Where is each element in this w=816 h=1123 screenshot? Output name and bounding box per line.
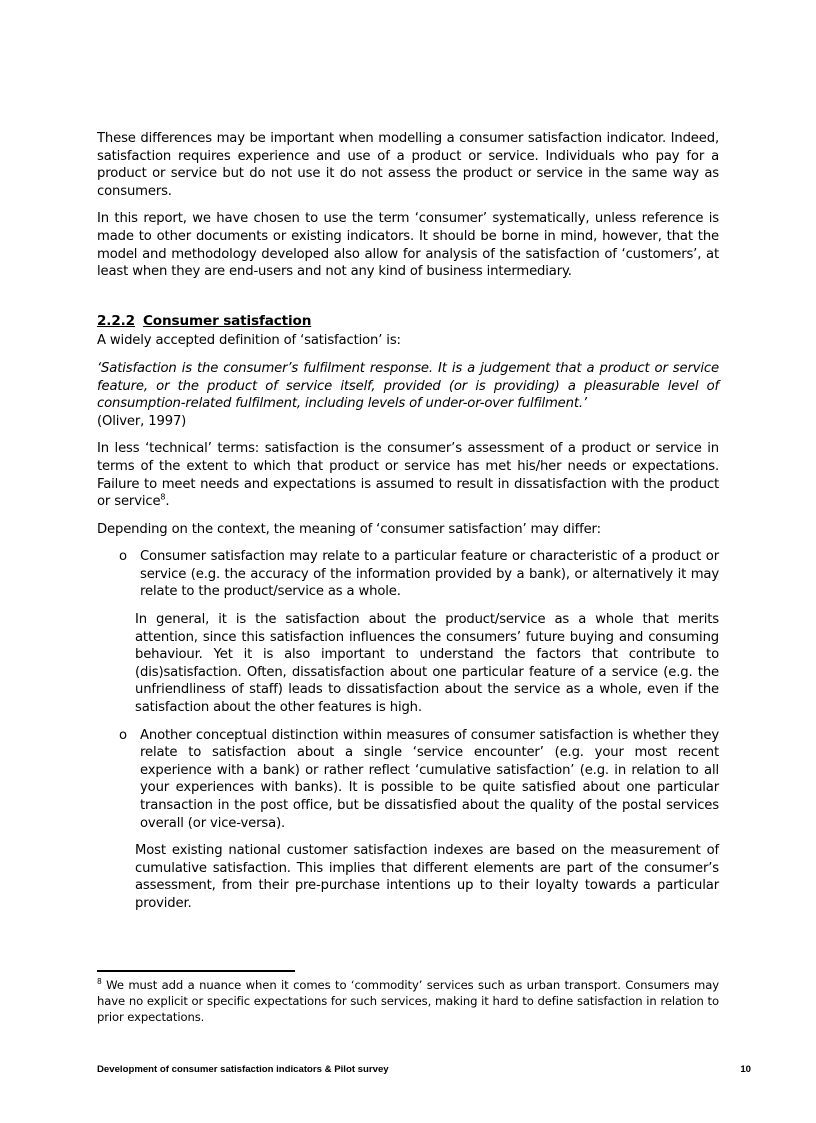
definition-intro: A widely accepted definition of ‘satisfaction’ is: xyxy=(97,333,401,349)
section-number: 2.2.2 xyxy=(97,312,135,329)
bullet-follow-paragraph: In general, it is the satisfaction about the product/service as a whole that merits attention, since this satisfaction influences the consumers’ future buying and consuming behaviour. Yet it is also important to understand the factors that contribute to (dis)satisfaction. Often, dissatisfaction about one particular feature of a service (e.g. the unfriendliness of staff) leads to dissatisfaction about the service as a whole, even if the satisfaction about the other features is high. xyxy=(135,612,719,716)
bullet-item xyxy=(97,548,719,601)
bullet-marker: o xyxy=(119,549,127,565)
page-number: 10 xyxy=(740,1064,751,1075)
bullet-item xyxy=(97,727,719,833)
footnote-divider xyxy=(97,970,295,972)
bullet-marker: o xyxy=(119,727,127,743)
section-title: Consumer satisfaction xyxy=(142,312,312,329)
bullet-text: Consumer satisfaction may relate to a particular feature or characteristic of a product or service (e.g. the accuracy of the information provided by a bank), or alternatively it may relate to the product/service as a whole. xyxy=(140,549,719,600)
footnote-reference[interactable]: 8 xyxy=(160,492,166,502)
footnote-text: We must add a nuance when it comes to ‘commodity’ services such as urban transport. Consumers may have no explicit or specific expectations for such services, making it hard to define satisfaction in relation to prior expectations. xyxy=(97,978,719,1024)
paragraph-text: In less ‘technical’ terms: satisfaction is the consumer’s assessment of a product or service in terms of the extent to which that product or service has met his/her needs or expectations. Failure to meet needs and expectations is assumed to result in dissatisfaction with the product or service xyxy=(97,441,719,510)
paragraph: These differences may be important when modelling a consumer satisfaction indicator. Indeed, satisfaction requires experience and use of a product or service. Individuals who pay for a product or service but do not use it do not assess the product or service in the same way as consumers. xyxy=(97,131,719,199)
footnote-number: 8 xyxy=(97,977,102,987)
section-heading xyxy=(97,313,719,331)
definition-quote: ‘Satisfaction is the consumer’s fulfilment response. It is a judgement that a product or service feature, or the product of service itself, provided (or is providing) a pleasurable level of consumption-related fulfilment, including levels of under-or-over fulfilment.’ xyxy=(97,360,719,412)
paragraph-end: . xyxy=(165,494,170,510)
footer-title: Development of consumer satisfaction indicators & Pilot survey xyxy=(97,1064,389,1075)
page-content xyxy=(97,130,719,923)
bullet-follow-paragraph: Most existing national customer satisfaction indexes are based on the measurement of cumulative satisfaction. This implies that different elements are part of the consumer’s assessment, from their pre-purchase intentions up to their loyalty towards a particular provider. xyxy=(135,843,719,911)
page-footer xyxy=(97,1064,751,1075)
paragraph: In this report, we have chosen to use the term ‘consumer’ systematically, unless reference is made to other documents or existing indicators. It should be borne in mind, however, that the model and methodology developed also allow for analysis of the satisfaction of ‘customers’, at least when they are end-users and not any kind of business intermediary. xyxy=(97,211,719,280)
bullet-text: Another conceptual distinction within measures of consumer satisfaction is whether they relate to satisfaction about a single ‘service encounter’ (e.g. your most recent experience with a bank) or rather reflect ‘cumulative satisfaction’ (e.g. in relation to all your experiences with banks). It is possible to be quite satisfied about one particular transaction in the post office, but be dissatisfied about the quality of the postal services overall (or vice-versa). xyxy=(140,727,719,831)
definition-citation: (Oliver, 1997) xyxy=(97,413,187,429)
footnote xyxy=(97,977,719,1025)
paragraph xyxy=(97,440,719,510)
paragraph: Depending on the context, the meaning of ‘consumer satisfaction’ may differ: xyxy=(97,521,601,537)
